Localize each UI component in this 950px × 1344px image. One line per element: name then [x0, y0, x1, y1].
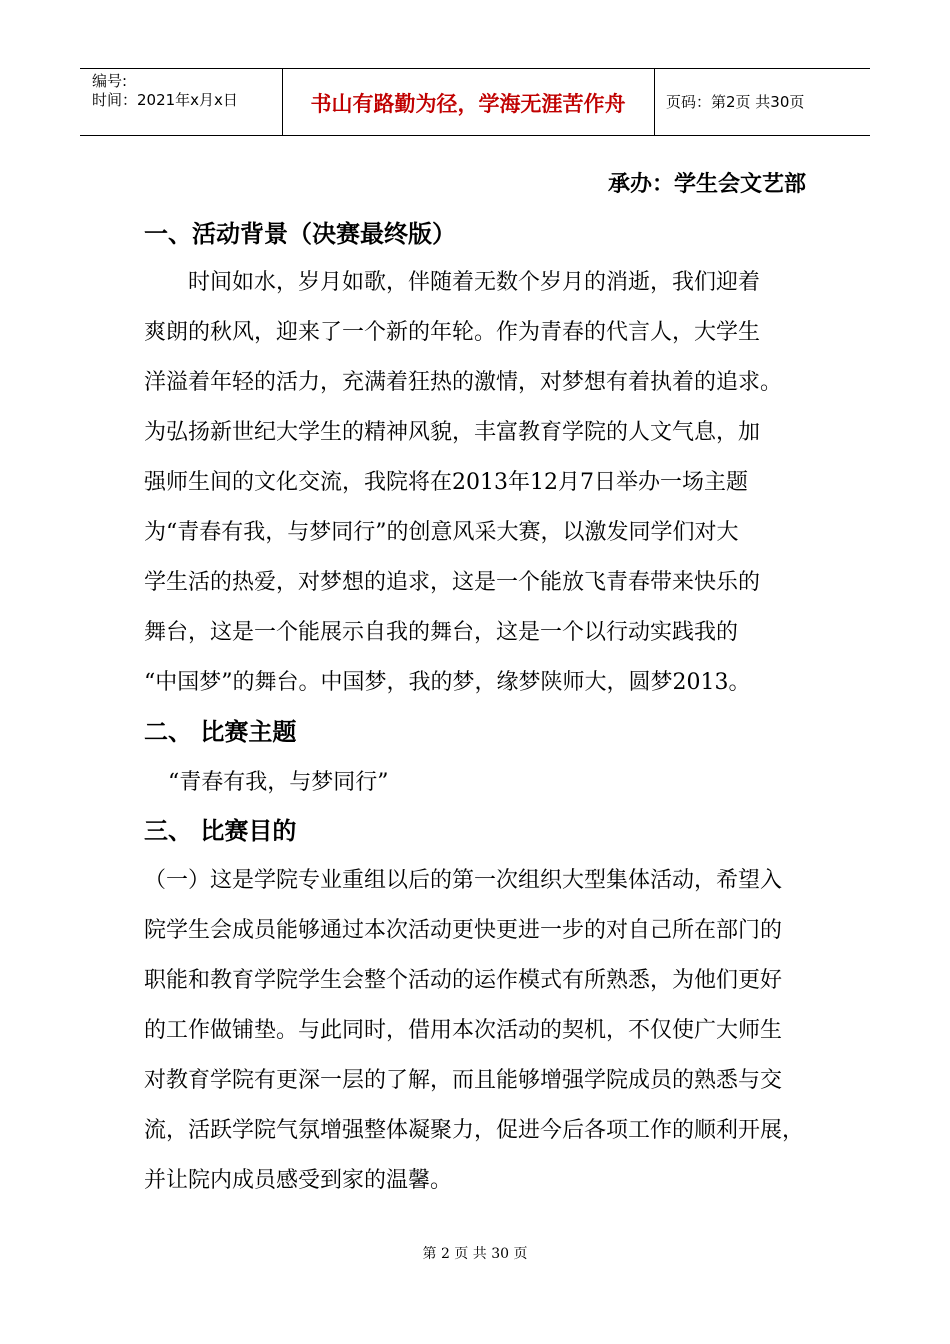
- paragraph-line: 舞台，这是一个能展示自我的舞台，这是一个以行动实践我的: [144, 620, 739, 645]
- section-heading-background: 一、活动背景（决赛最终版）: [144, 220, 456, 248]
- paragraph-line: 洋溢着年轻的活力，充满着狂热的激情，对梦想有着执着的追求。: [144, 370, 783, 395]
- document-date: 时间：2021年x月x日: [92, 91, 238, 109]
- section-heading-theme: 二、 比赛主题: [144, 718, 297, 746]
- paragraph-line: 为弘扬新世纪大学生的精神风貌，丰富教育学院的人文气息，加: [144, 420, 761, 445]
- paragraph-line: 时间如水，岁月如歌，伴随着无数个岁月的消逝，我们迎着: [188, 270, 761, 295]
- paragraph-line: 学生活的热爱，对梦想的追求，这是一个能放飞青春带来快乐的: [144, 570, 761, 595]
- paragraph-line: 职能和教育学院学生会整个活动的运作模式有所熟悉，为他们更好: [144, 968, 783, 993]
- competition-theme-quote: “青春有我，与梦同行”: [168, 770, 389, 795]
- section-heading-purpose: 三、 比赛目的: [144, 817, 297, 845]
- page-footer: 第 2 页 共 30 页: [422, 1246, 528, 1262]
- paragraph-line: 对教育学院有更深一层的了解，而且能够增强学院成员的熟悉与交: [144, 1068, 783, 1093]
- document-number-label: 编号:: [92, 72, 128, 90]
- organizer-line: 承办：学生会文艺部: [607, 172, 806, 197]
- paragraph-line: 的工作做铺垫。与此同时，借用本次活动的契机，不仅使广大师生: [144, 1018, 783, 1043]
- header-middle-cell: [282, 69, 655, 135]
- header-motto: 书山有路勤为径，学海无涯苦作舟: [310, 92, 626, 116]
- paragraph-line: 为“青春有我，与梦同行”的创意风采大赛，以激发同学们对大: [144, 520, 739, 545]
- paragraph-line: 院学生会成员能够通过本次活动更快更进一步的对自己所在部门的: [144, 918, 783, 943]
- background-paragraph: [144, 258, 824, 708]
- purpose-paragraph: [144, 856, 824, 1206]
- header-left-cell: [80, 69, 283, 135]
- paragraph-line: 流，活跃学院气氛增强整体凝聚力，促进今后各项工作的顺利开展，: [144, 1118, 805, 1143]
- header-right-cell: [654, 69, 870, 135]
- paragraph-line: 爽朗的秋风，迎来了一个新的年轮。作为青春的代言人，大学生: [144, 320, 761, 345]
- document-header: [80, 68, 870, 136]
- paragraph-line: （一）这是学院专业重组以后的第一次组织大型集体活动，希望入: [144, 868, 783, 893]
- paragraph-line: 强师生间的文化交流，我院将在2013年12月7日举办一场主题: [144, 470, 748, 495]
- paragraph-line: “中国梦”的舞台。中国梦，我的梦，缘梦陕师大，圆梦2013。: [144, 670, 751, 695]
- header-page-info: 页码：第2页 共30页: [666, 93, 805, 111]
- paragraph-line: 并让院内成员感受到家的温馨。: [144, 1168, 453, 1193]
